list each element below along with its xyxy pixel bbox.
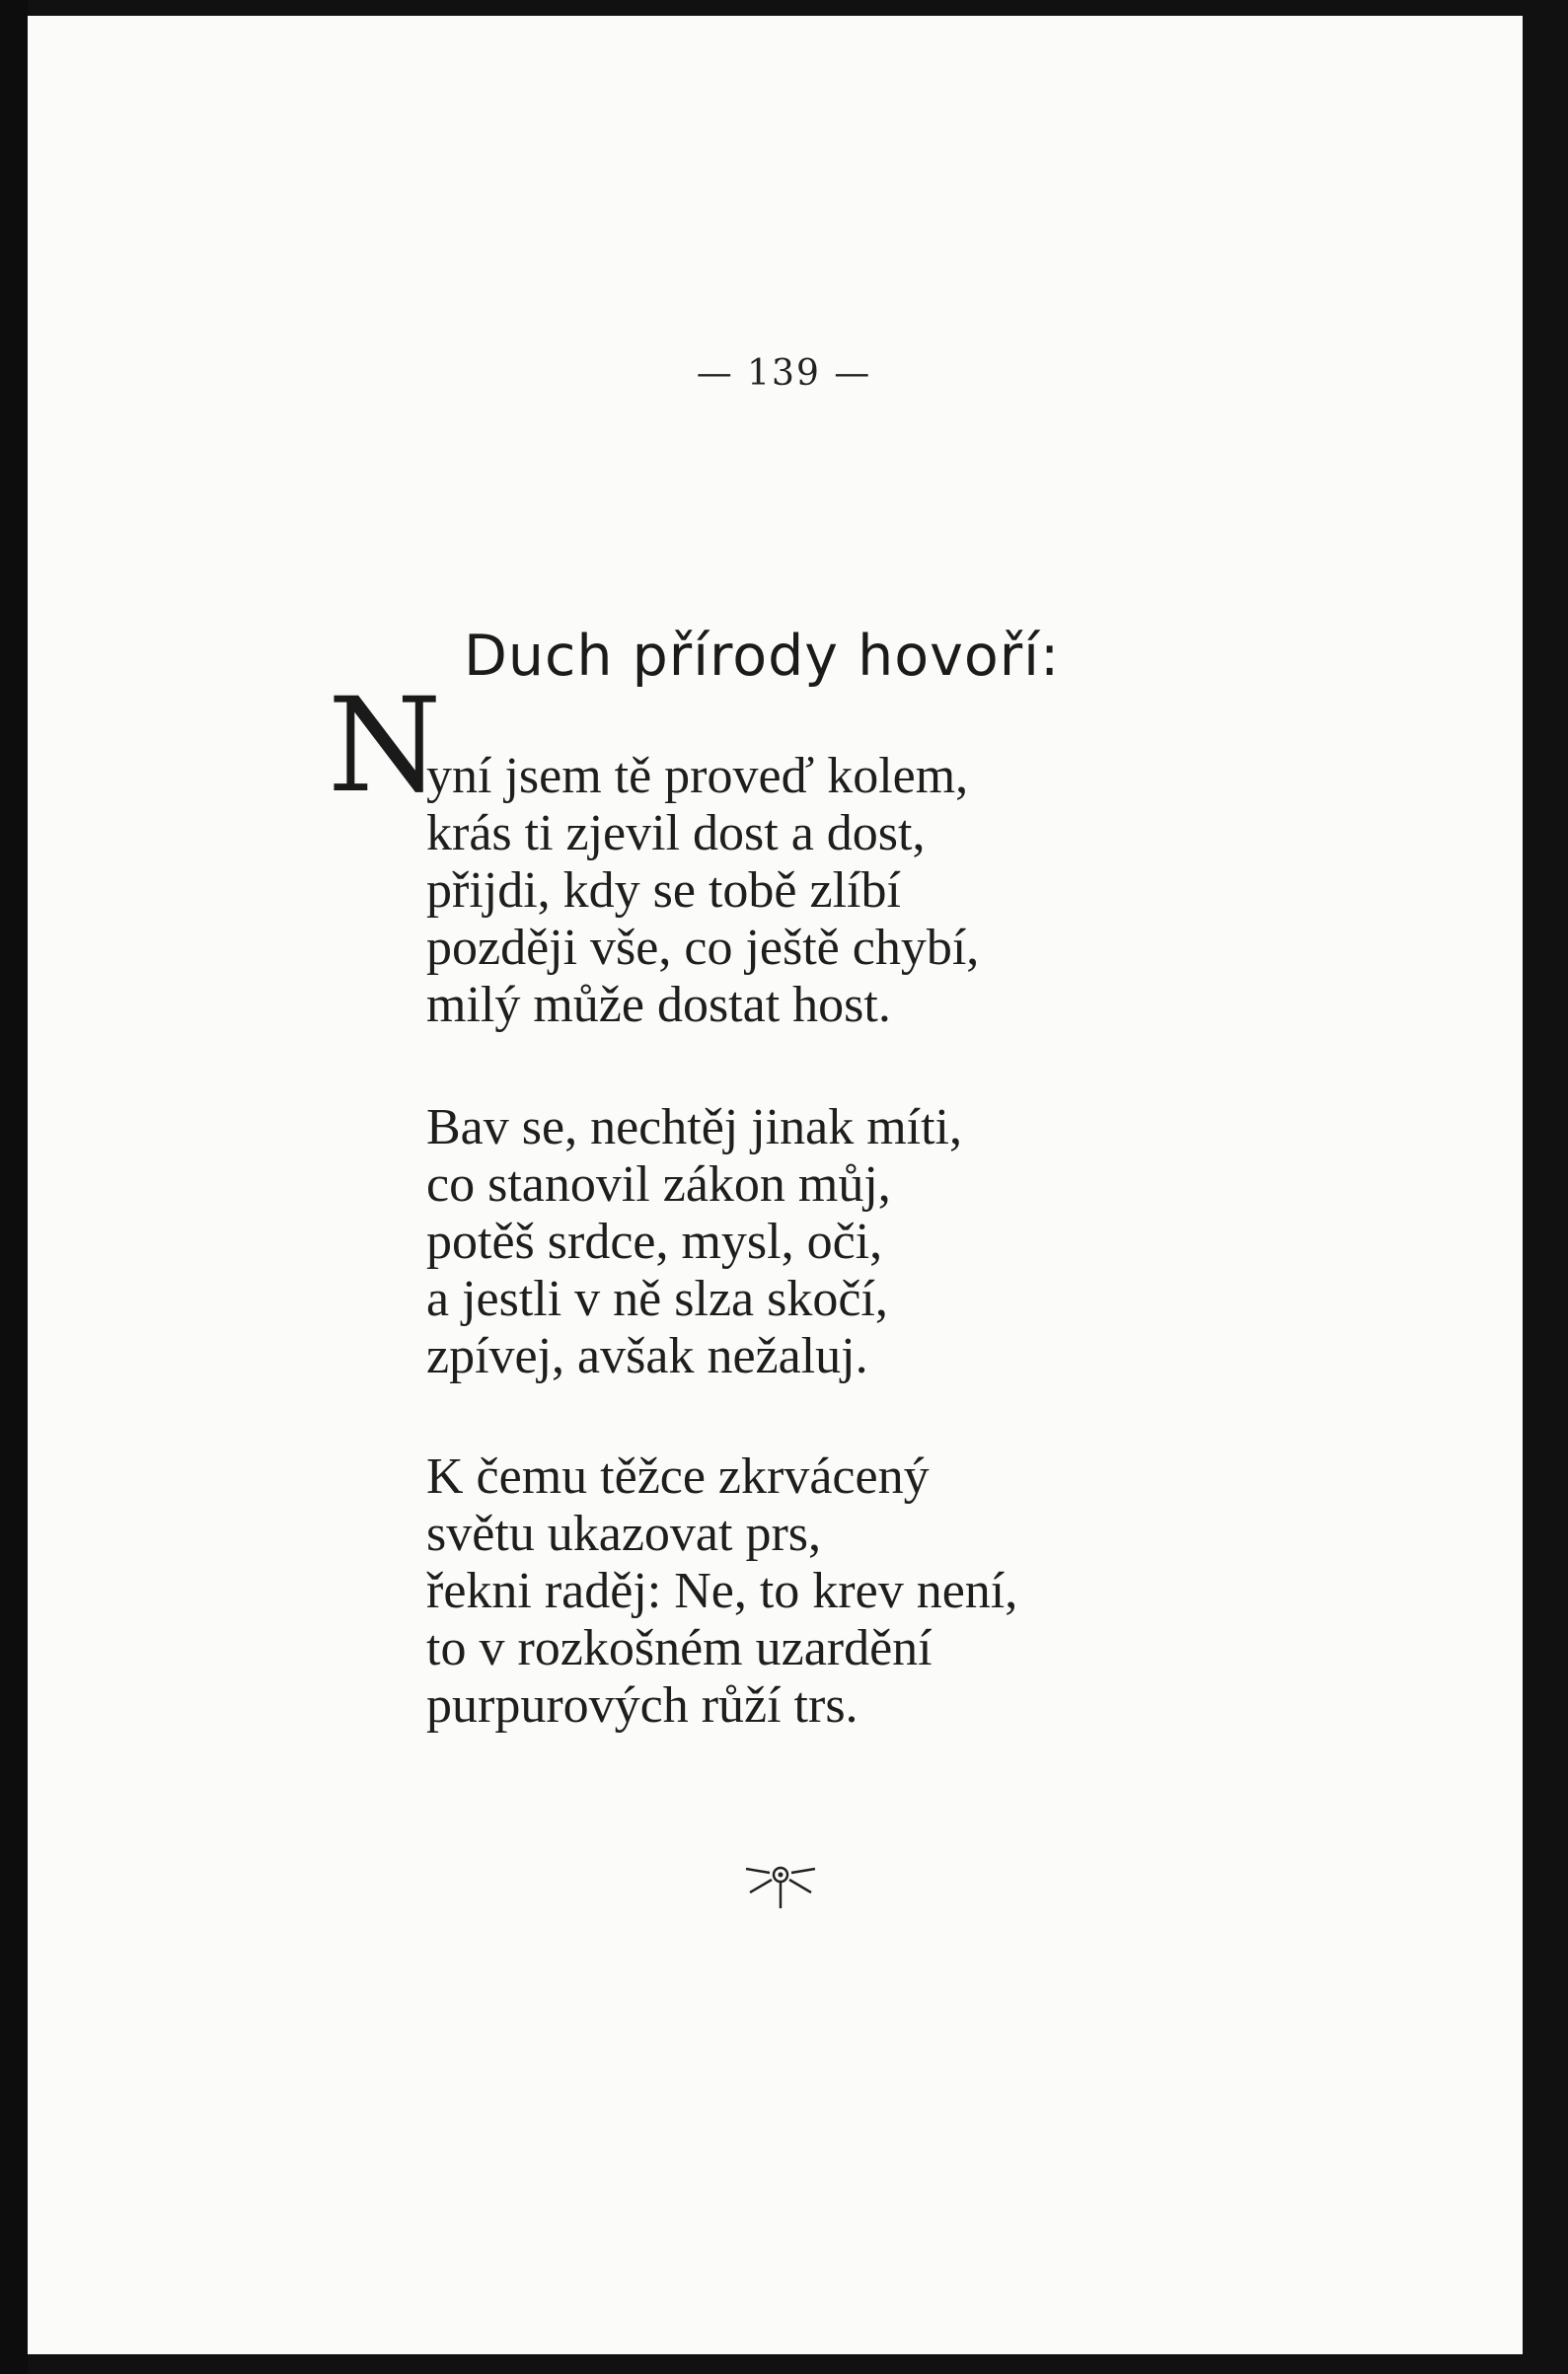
drop-cap: N (328, 670, 442, 822)
verse-line: světu ukazovat prs, (426, 1506, 822, 1562)
stanza-1 (426, 748, 979, 1034)
verse-line: potěš srdce, mysl, oči, (426, 1214, 883, 1270)
sunburst-ornament-icon (742, 1857, 819, 1916)
verse-line: K čemu těžce zkrvácený (426, 1448, 930, 1505)
verse-line: přijdi, kdy se tobě zlíbí (426, 862, 901, 919)
stanza-3 (426, 1448, 1017, 1735)
verse-line: milý může dostat host. (426, 977, 891, 1033)
page-number: — 139 — (696, 353, 872, 394)
verse-line: později vše, co ještě chybí, (426, 920, 980, 976)
poem-title: Duch přírody hovoří: (464, 624, 1061, 689)
verse-line: co stanovil zákon můj, (426, 1156, 891, 1213)
verse-line: to v rozkošném uzardění (426, 1620, 933, 1676)
verse-line: yní jsem tě proveď kolem, (426, 748, 969, 804)
verse-line: řekni raděj: Ne, to krev není, (426, 1563, 1018, 1619)
verse-line: krás ti zjevil dost a dost, (426, 805, 926, 861)
verse-line: zpívej, avšak nežaluj. (426, 1328, 868, 1384)
verse-line: purpurových růží trs. (426, 1677, 859, 1734)
verse-line: Bav se, nechtěj jinak míti, (426, 1099, 962, 1155)
verse-line: a jestli v ně slza skočí, (426, 1271, 888, 1327)
stanza-2 (426, 1099, 962, 1385)
